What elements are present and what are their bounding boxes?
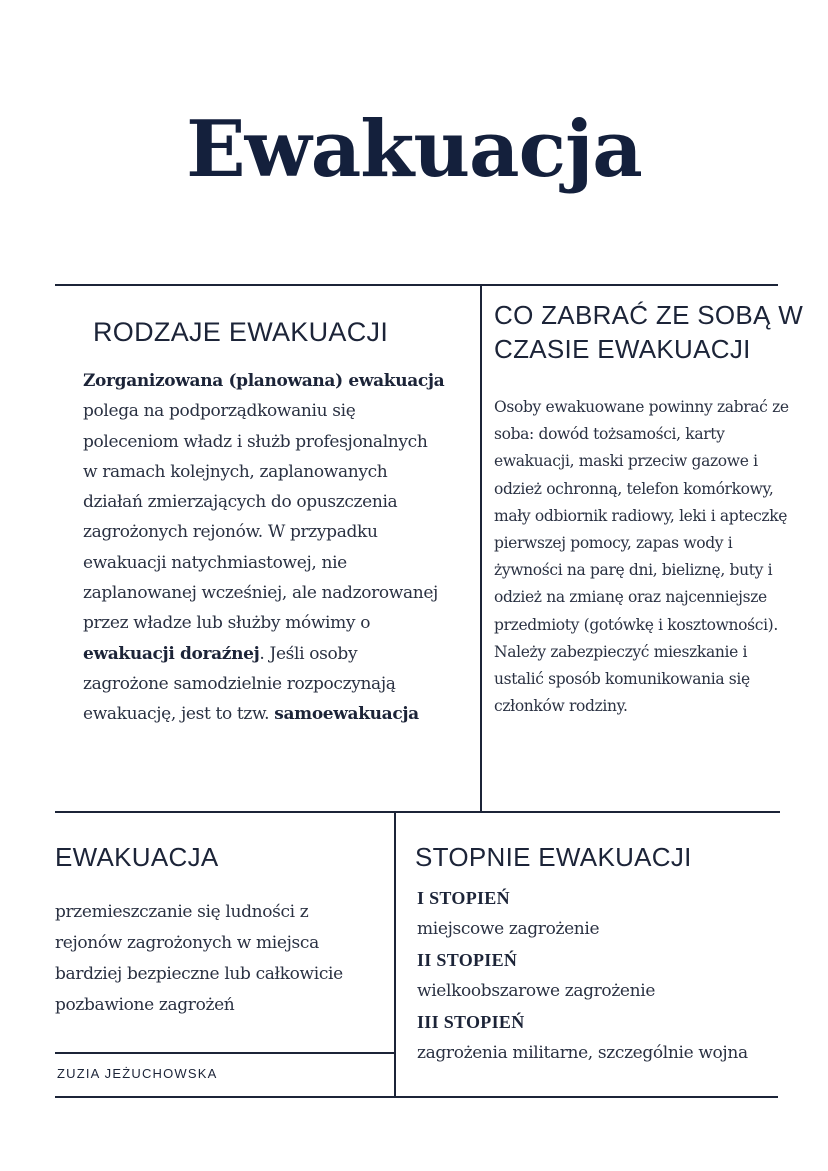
what-to-take-heading-line1: CO ZABRAĆ ZE SOBĄ W (494, 300, 804, 330)
upper-column-divider (480, 284, 482, 812)
page-title: Ewakuacja (186, 104, 642, 195)
stage-item (417, 945, 797, 1007)
evacuation-types-heading: RODZAJE EWAKUACJI (93, 317, 389, 347)
stage-label: III STOPIEŃ (417, 1012, 525, 1032)
stage-description: miejscowe zagrożenie (417, 919, 600, 939)
bottom-divider (55, 1096, 778, 1098)
evacuation-types-text-part2: . Jeśli osoby zagrożone samodzielnie rozpoczynają ewakuację, jest to tzw. (83, 643, 396, 725)
definition-text: przemieszczanie się ludności z rejonów zagrożonych w miejsca bardziej bezpieczne lub całkowicie pozbawione zagrożeń (55, 902, 343, 1015)
stage-item (417, 1007, 797, 1069)
middle-divider (55, 811, 780, 813)
evacuation-types-text (83, 366, 445, 730)
stage-description: wielkoobszarowe zagrożenie (417, 981, 656, 1001)
top-divider (55, 284, 778, 286)
stage-label: II STOPIEŃ (417, 950, 518, 970)
what-to-take-text: Osoby ewakuowane powinny zabrać ze soba: dowód tożsamości, karty ewakuacji, maski przeciw gazowe i odzież ochronną, telefon komórkowy, mały odbiornik radiowy, leki i apteczkę pierwszej pomocy, zapas wody i żywności na parę dni, bieliznę, buty i odzież na zmianę oraz najcenniejsze przedmioty (gotówkę i kosztowności). Należy zabezpieczyć mieszkanie i ustalić sposób komunikowania się członków rodziny. (494, 398, 789, 716)
stage-description: zagrożenia militarne, szczególnie wojna (417, 1043, 748, 1063)
lower-column-divider (394, 811, 396, 1097)
stage-item (417, 883, 797, 945)
emergency-evacuation-term: ewakuacji doraźnej (83, 643, 260, 664)
stage-label: I STOPIEŃ (417, 888, 510, 908)
stages-heading: STOPNIE EWAKUACJI (415, 842, 692, 872)
author-name: ZUZIA JEŻUCHOWSKA (57, 1066, 218, 1081)
organized-evacuation-term: Zorganizowana (planowana) ewakuacja (83, 371, 445, 391)
what-to-take-heading-line2: CZASIE EWAKUACJI (494, 334, 751, 364)
author-divider (55, 1052, 395, 1054)
self-evacuation-term: samoewakuacja (274, 704, 419, 725)
stages-list (417, 883, 797, 1069)
definition-heading: EWAKUACJA (55, 842, 219, 872)
evacuation-types-text-part1: polega na podporządkowaniu się poleceniom władz i służb profesjonalnych w ramach kolejnych, zaplanowanych działań zmierzających do opuszczenia zagrożonych rejonów. W przypadku ewakuacji natychmiastowej, nie zaplanowanej wcześniej, ale nadzorowanej przez władze lub służby mówimy o (83, 401, 438, 634)
what-to-take-heading (494, 298, 803, 366)
